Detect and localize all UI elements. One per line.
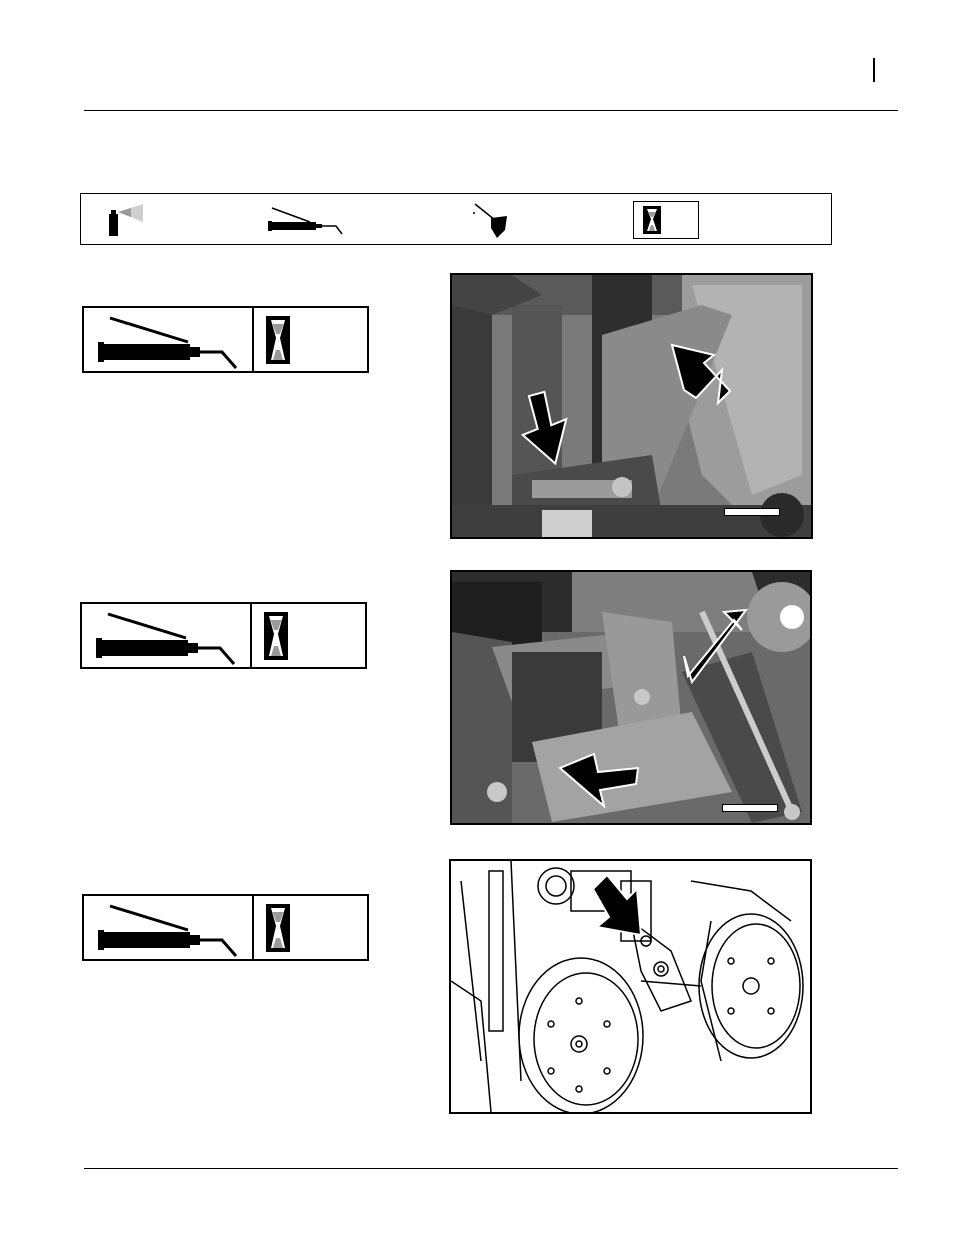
hourglass-icon <box>643 206 661 234</box>
grease-gun-icon <box>92 312 252 370</box>
figure-label-tag <box>724 508 780 516</box>
hitch-pivot-photo <box>450 273 813 539</box>
grease-gun-icon <box>264 204 348 238</box>
header-rule <box>84 110 898 111</box>
hourglass-icon <box>266 904 290 952</box>
lube-symbol-box-1 <box>82 306 369 373</box>
oil-can-icon <box>471 200 511 240</box>
footer-rule <box>84 1168 898 1169</box>
lube-symbol-box-3 <box>82 894 369 961</box>
gauge-wheel-drawing <box>449 859 812 1114</box>
interval-box <box>633 201 699 239</box>
lubrication-legend <box>80 193 832 245</box>
page-tab-marker <box>873 58 875 82</box>
spray-can-icon <box>107 202 147 238</box>
hourglass-icon <box>266 316 290 364</box>
lube-symbol-box-2 <box>80 602 367 669</box>
figure-label-tag <box>722 804 778 812</box>
grease-gun-icon <box>90 608 250 666</box>
frame-pivot-photo <box>450 570 812 825</box>
grease-gun-icon <box>92 900 252 958</box>
hourglass-icon <box>264 612 288 660</box>
